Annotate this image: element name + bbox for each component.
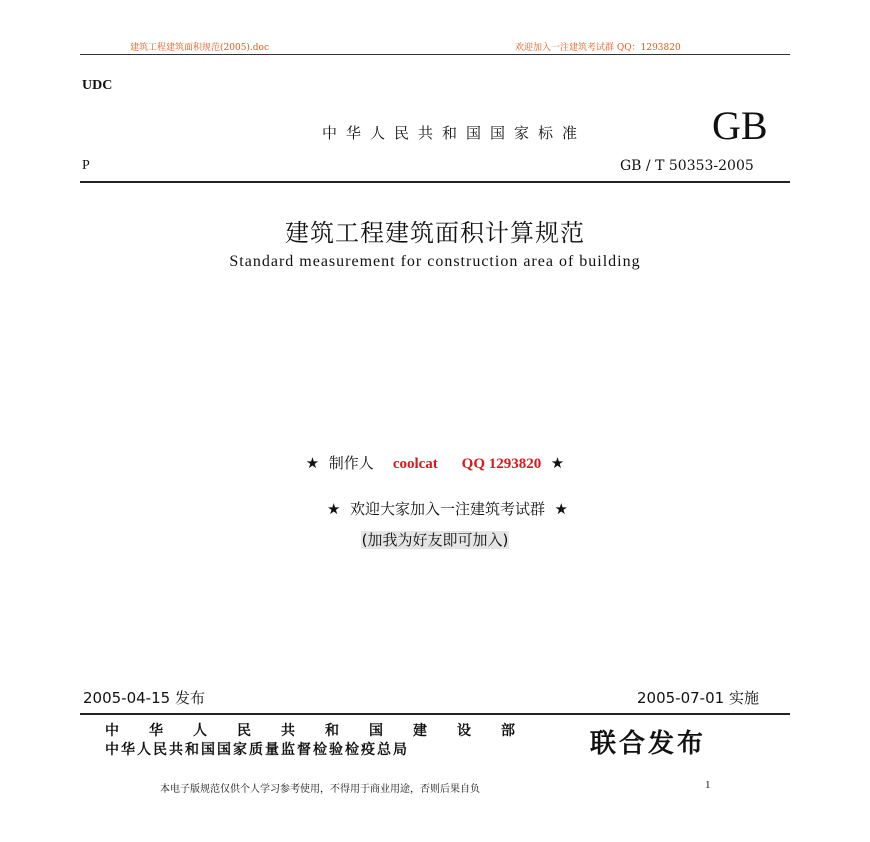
bottom-divider <box>80 713 790 715</box>
issuer-ministry: 中华人民共和国建设部 <box>105 723 545 739</box>
joint-release-label: 联合发布 <box>590 729 707 759</box>
footer-disclaimer: 本电子版规范仅供个人学习参考使用，不得用于商业用途，否则后果自负 <box>160 784 480 795</box>
issue-date: 2005-04-15 发布 <box>83 689 205 707</box>
header-filename: 建筑工程建筑面积规范(2005).doc <box>130 43 270 53</box>
header-divider <box>80 54 790 55</box>
issuer-aqsiq: 中华人民共和国国家质量监督检验检疫总局 <box>105 742 409 758</box>
title-chinese: 建筑工程建筑面积计算规范 <box>285 219 585 247</box>
implement-date: 2005-07-01 实施 <box>637 689 759 707</box>
join-note <box>0 529 870 550</box>
join-note-text: (加我为好友即可加入) <box>361 531 509 549</box>
welcome-line <box>0 498 870 519</box>
welcome-text: 欢迎大家加入一注建筑考试群 <box>349 500 545 518</box>
star-icon: ★ <box>305 454 320 472</box>
header-group-invite: 欢迎加入一注建筑考试群 QQ：1293820 <box>515 43 681 53</box>
page-number: 1 <box>705 779 711 791</box>
top-divider <box>80 181 790 183</box>
national-standard-label: 中华人民共和国国家标准 <box>322 124 587 142</box>
star-icon: ★ <box>326 500 341 518</box>
title-english: Standard measurement for construction area of building <box>229 253 641 270</box>
udc-label: UDC <box>82 78 113 93</box>
standard-number: GB / T 50353-2005 <box>620 158 754 174</box>
star-icon: ★ <box>554 500 568 518</box>
maker-name: coolcat <box>392 456 438 472</box>
maker-label: 制作人 <box>328 454 374 472</box>
p-label: P <box>82 158 90 173</box>
gb-mark: GB <box>712 103 768 148</box>
maker-line <box>0 452 870 473</box>
star-icon: ★ <box>550 454 565 472</box>
maker-qq: QQ 1293820 <box>461 456 542 472</box>
